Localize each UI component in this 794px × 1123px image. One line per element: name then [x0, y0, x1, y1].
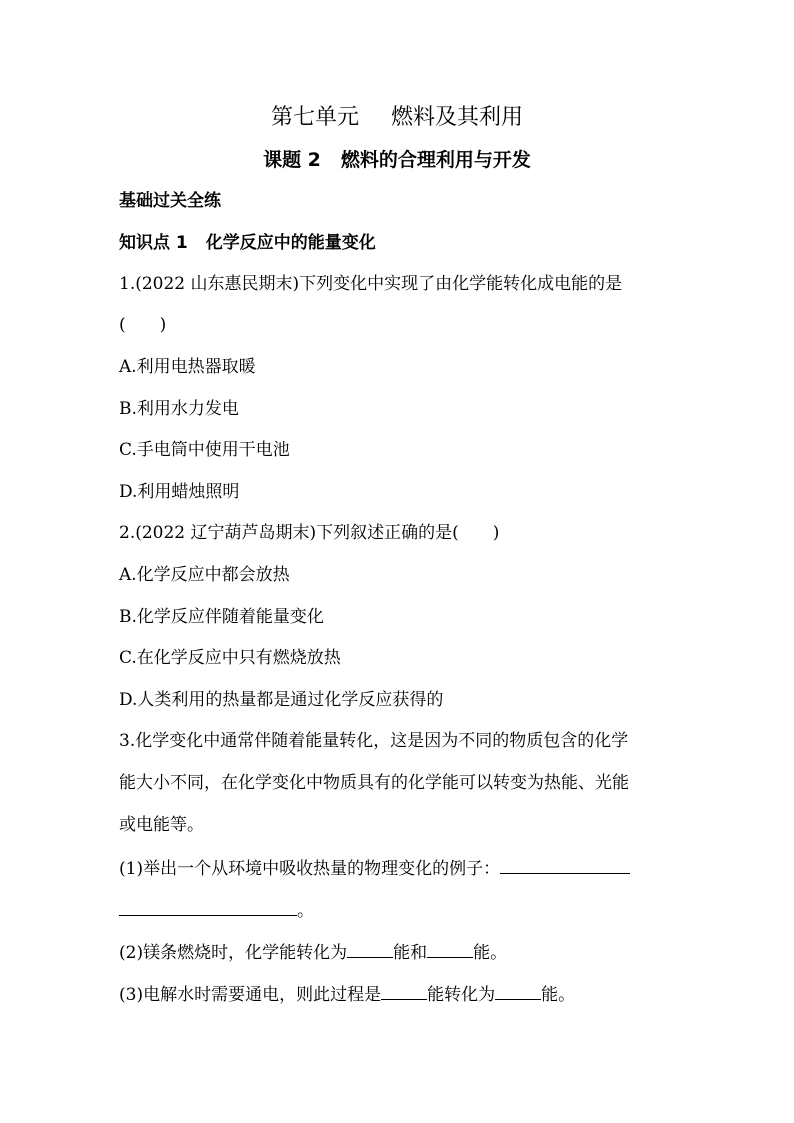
knowledge-point-label: 知识点 1 — [119, 233, 188, 253]
knowledge-point-title: 化学反应中的能量变化 — [205, 233, 376, 253]
question-1-option-b: B.利用水力发电 — [119, 399, 239, 419]
question-1-option-c: C.手电筒中使用干电池 — [119, 440, 290, 460]
question-3-part-2-text-b: 能和 — [393, 943, 428, 963]
question-3-part-1-end: 。 — [297, 901, 314, 921]
knowledge-point-heading — [119, 232, 376, 254]
unit-title-subtitle: 燃料及其利用 — [391, 105, 524, 130]
question-3-part-1 — [119, 856, 630, 880]
question-3-part-2-text-a: (2)镁条燃烧时，化学能转化为 — [119, 943, 348, 963]
question-3-part-3-text-b: 能转化为 — [427, 985, 496, 1005]
question-3-part-3-text-a: (3)电解水时需要通电，则此过程是 — [119, 985, 382, 1005]
answer-blank-1b[interactable] — [119, 898, 297, 916]
question-3-part-3-text-c: 能。 — [541, 985, 576, 1005]
question-3-part-1-continued — [119, 898, 314, 922]
question-1-option-d: D.利用蜡烛照明 — [119, 482, 240, 502]
question-3-stem-line-2: 能大小不同，在化学变化中物质具有的化学能可以转变为热能、光能 — [119, 773, 629, 793]
question-2-stem: 2.(2022 辽宁葫芦岛期末)下列叙述正确的是( ) — [119, 523, 500, 543]
question-2-option-a: A.化学反应中都会放热 — [119, 565, 290, 585]
question-2-option-b: B.化学反应伴随着能量变化 — [119, 607, 324, 627]
question-2-option-c: C.在化学反应中只有燃烧放热 — [119, 648, 341, 668]
question-1-option-a: A.利用电热器取暖 — [119, 357, 256, 377]
question-3-part-2-text-c: 能。 — [473, 943, 508, 963]
unit-title — [0, 104, 794, 132]
unit-title-label: 第七单元 — [270, 105, 359, 130]
question-3-stem-line-1: 3.化学变化中通常伴随着能量转化，这是因为不同的物质包含的化学 — [119, 731, 629, 751]
question-1-stem: 1.(2022 山东惠民期末)下列变化中实现了由化学能转化成电能的是 — [119, 274, 623, 294]
question-3-part-1-text: (1)举出一个从环境中吸收热量的物理变化的例子： — [119, 859, 501, 879]
answer-blank-3a[interactable] — [381, 982, 427, 1000]
question-2-option-d: D.人类利用的热量都是通过化学反应获得的 — [119, 690, 444, 710]
question-3-part-2 — [119, 940, 507, 964]
question-1-answer-bracket: ( ) — [119, 315, 167, 335]
question-3-stem-line-3: 或电能等。 — [119, 815, 204, 835]
practice-heading: 基础过关全练 — [119, 191, 221, 211]
lesson-title — [0, 147, 794, 173]
answer-blank-2b[interactable] — [427, 940, 473, 958]
answer-blank-3b[interactable] — [495, 982, 541, 1000]
lesson-title-text: 燃料的合理利用与开发 — [340, 149, 531, 171]
lesson-title-label: 课题 2 — [263, 149, 321, 171]
question-3-part-3 — [119, 982, 575, 1006]
answer-blank-1a[interactable] — [500, 856, 630, 874]
answer-blank-2a[interactable] — [347, 940, 393, 958]
